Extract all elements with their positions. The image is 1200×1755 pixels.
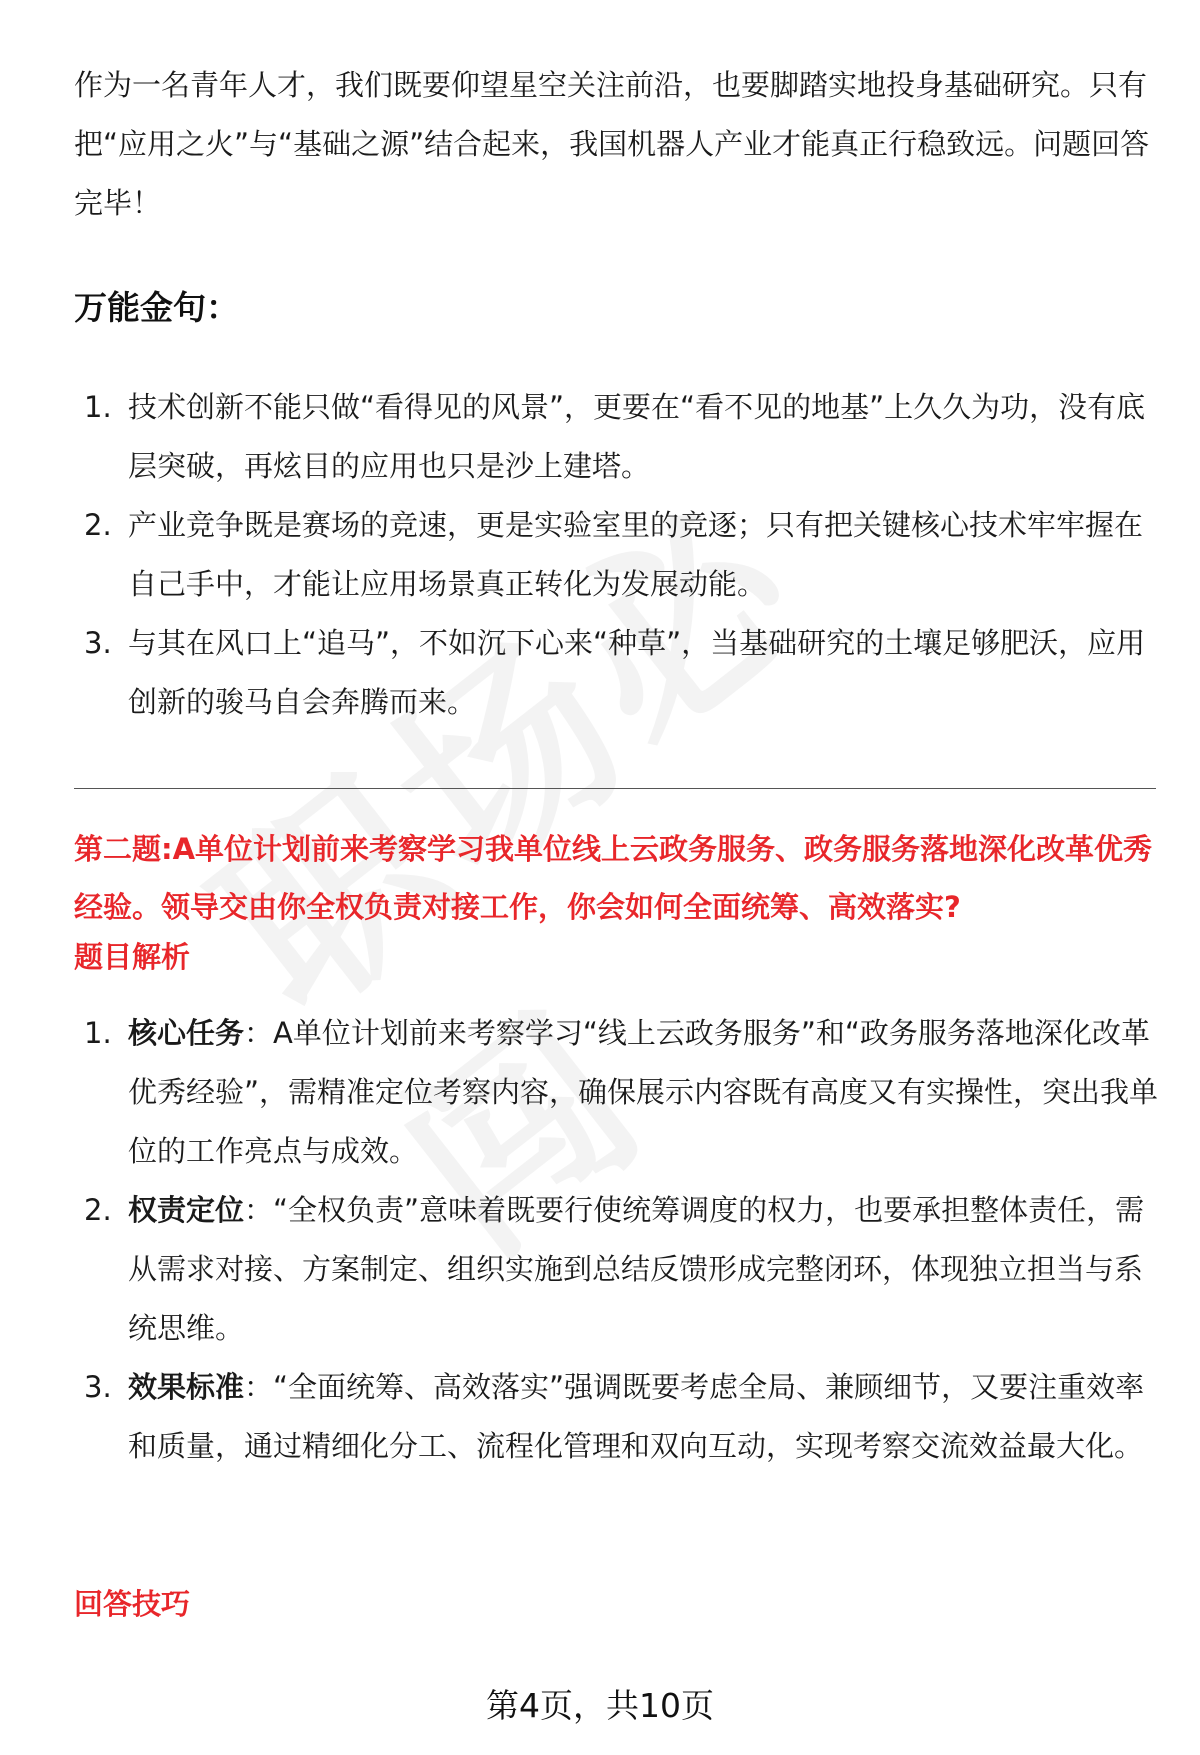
list-item: [74, 1004, 1164, 1181]
list-text: 产业竞争既是赛场的竞速，更是实验室里的竞逐；只有把关键核心技术牢牢握在自己手中，才能让应用场景真正转化为发展动能。: [128, 508, 1144, 601]
list-item: [74, 378, 1164, 496]
list-item: [74, 496, 1164, 614]
list-item: [74, 614, 1164, 732]
list-number: 3.: [84, 626, 112, 660]
list-text: 技术创新不能只做“看得见的风景”，更要在“看不见的地基”上久久为功，没有底层突破，再炫目的应用也只是沙上建塔。: [128, 390, 1146, 483]
divider: [74, 788, 1156, 789]
list-text: ：“全面统筹、高效落实”强调既要考虑全局、兼顾细节，又要注重效率和质量，通过精细化分工、流程化管理和双向互动，实现考察交流效益最大化。: [128, 1370, 1145, 1463]
list-text: ：“全权负责”意味着既要行使统筹调度的权力，也要承担整体责任，需从需求对接、方案制定、组织实施到总结反馈形成完整闭环，体现独立担当与系统思维。: [128, 1193, 1145, 1345]
intro-paragraph: 作为一名青年人才，我们既要仰望星空关注前沿，也要脚踏实地投身基础研究。只有把“应用之火”与“基础之源”结合起来，我国机器人产业才能真正行稳致远。问题回答完毕！: [74, 68, 1150, 220]
tips-heading: 回答技巧: [74, 1587, 191, 1621]
question-title: 第二题:A单位计划前来考察学习我单位线上云政务服务、政务服务落地深化改革优秀经验。领导交由你全权负责对接工作，你会如何全面统筹、高效落实?: [74, 832, 1153, 924]
analysis-list: [74, 1004, 1164, 1476]
analysis-heading: 题目解析: [74, 940, 191, 974]
list-number: 1.: [84, 390, 112, 424]
list-text: ：A单位计划前来考察学习“线上云政务服务”和“政务服务落地深化改革优秀经验”，需精准定位考察内容，确保展示内容既有高度又有实操性，突出我单位的工作亮点与成效。: [128, 1016, 1159, 1168]
list-item: [74, 1358, 1164, 1476]
list-item: [74, 1181, 1164, 1358]
golden-list: [74, 378, 1164, 732]
list-number: 2.: [84, 1193, 112, 1227]
list-label: 效果标准: [128, 1370, 245, 1404]
list-number: 3.: [84, 1370, 112, 1404]
list-label: 核心任务: [128, 1016, 245, 1050]
golden-heading: 万能金句：: [74, 288, 239, 327]
list-label: 权责定位: [128, 1193, 245, 1227]
list-text: 与其在风口上“追马”，不如沉下心来“种草”，当基础研究的土壤足够肥沃，应用创新的骏马自会奔腾而来。: [128, 626, 1146, 719]
list-number: 2.: [84, 508, 112, 542]
page-footer: 第4页，共10页: [486, 1686, 714, 1725]
list-number: 1.: [84, 1016, 112, 1050]
